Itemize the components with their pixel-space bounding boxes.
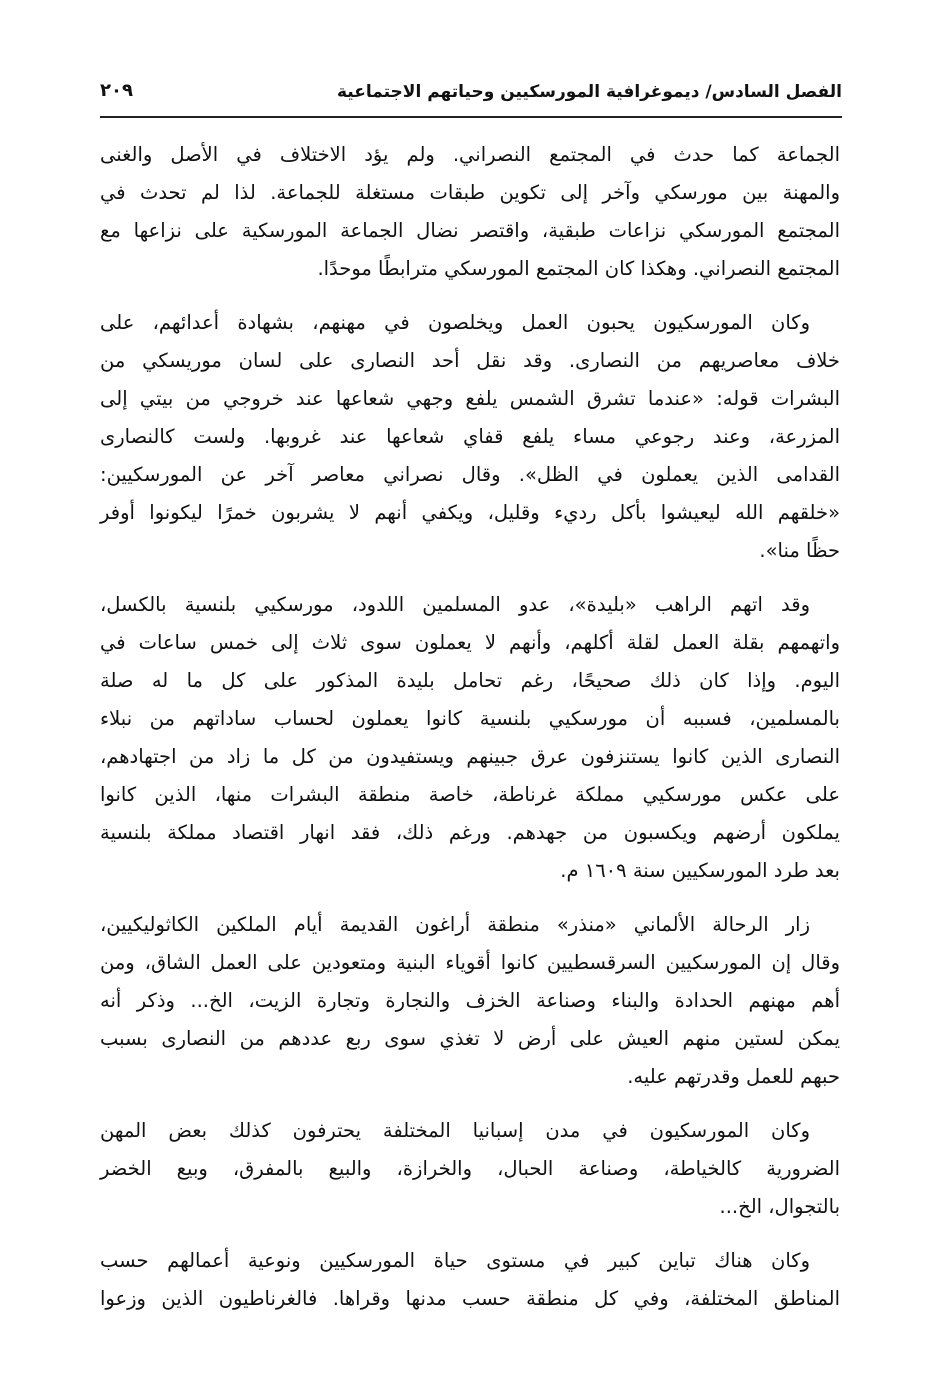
page-body [100, 136, 840, 1334]
text-line: القدامى الذين يعملون في الظل». وقال نصراني معاصر آخر عن المورسكيين: [100, 463, 840, 486]
text-line: يمكن لستين منهم العيش على أرض لا تغذي سوى ربع عددهم من النصارى بسبب [100, 1027, 840, 1050]
paragraph [100, 586, 840, 890]
text-line: حبهم للعمل وقدرتهم عليه. [627, 1065, 840, 1088]
running-title: الفصل السادس/ ديموغرافية المورسكيين وحياتهم الاجتماعية [336, 82, 842, 102]
text-line: بالمسلمين، فسببه أن مورسكيي بلنسية كانوا يعملون لحساب ساداتهم من نبلاء [100, 707, 840, 730]
paragraph [100, 304, 840, 570]
header-rule [100, 116, 842, 118]
text-line: النصارى الذين كانوا يستنزفون عرق جبينهم ويستفيدون من كل ما زاد من اجتهادهم، [100, 745, 840, 768]
text-line: بعد طرد المورسكيين سنة ١٦٠٩ م. [560, 859, 840, 882]
paragraph [100, 136, 840, 288]
paragraph [100, 1112, 840, 1226]
text-line: واتهمهم بقلة العمل لقلة أكلهم، وأنهم لا يعملون سوى ثلاث إلى خمس ساعات في [100, 631, 840, 654]
text-line: اليوم. وإذا كان ذلك صحيحًا، رغم تحامل بليدة المذكور على كل ما له صلة [100, 669, 840, 692]
running-header [100, 78, 842, 114]
page-number: ٢٠٩ [100, 80, 133, 101]
text-line: على عكس مورسكيي مملكة غرناطة، خاصة منطقة البشرات منها، الذين كانوا [100, 783, 840, 806]
text-line: وكان هناك تباين كبير في مستوى حياة المورسكيين ونوعية أعمالهم حسب [100, 1249, 810, 1272]
text-line: بالتجوال، الخ... [719, 1195, 840, 1218]
text-line: المجتمع المورسكي نزاعات طبقية، واقتصر نضال الجماعة المورسكية على نزاعها مع [100, 219, 840, 242]
text-line: وكان المورسكيون في مدن إسبانيا المختلفة يحترفون كذلك بعض المهن [100, 1119, 810, 1142]
text-line: وكان المورسكيون يحبون العمل ويخلصون في مهنهم، بشهادة أعدائهم، على [100, 311, 810, 334]
paragraph [100, 1242, 840, 1318]
text-line: البشرات قوله: «عندما تشرق الشمس يلفع وجهي شعاعها عند خروجي من بيتي إلى [100, 387, 840, 410]
text-line: خلاف معاصريهم من النصارى. وقد نقل أحد النصارى على لسان موريسكي من [100, 349, 840, 372]
text-line: المناطق المختلفة، وفي كل منطقة حسب مدنها وقراها. فالغرناطيون الذين وزعوا [100, 1287, 840, 1310]
text-line: أهم مهنهم الحدادة والبناء وصناعة الخزف والنجارة وتجارة الزيت، الخ... وذكر أنه [100, 989, 840, 1012]
text-line: الجماعة كما حدث في المجتمع النصراني. ولم يؤد الاختلاف في الأصل والغنى [100, 143, 840, 166]
text-line: المزرعة، وعند رجوعي مساء يلفع قفاي شعاعها عند غروبها. ولست كالنصارى [100, 425, 840, 448]
text-line: زار الرحالة الألماني «منذر» منطقة أراغون القديمة أيام الملكين الكاثوليكيين، [100, 913, 810, 936]
text-line: والمهنة بين مورسكي وآخر إلى تكوين طبقات مستغلة للجماعة. لذا لم تحدث في [100, 181, 840, 204]
paragraph [100, 906, 840, 1096]
text-line: وقد اتهم الراهب «بليدة»، عدو المسلمين اللدود، مورسكيي بلنسية بالكسل، [100, 593, 810, 616]
text-line: حظًا منا». [759, 539, 840, 562]
text-line: المجتمع النصراني. وهكذا كان المجتمع المورسكي مترابطًا موحدًا. [317, 257, 840, 280]
text-line: يملكون أرضهم ويكسبون من جهدهم. ورغم ذلك، فقد انهار اقتصاد مملكة بلنسية [100, 821, 840, 844]
text-line: وقال إن المورسكيين السرقسطيين كانوا أقوياء البنية ومتعودين على العمل الشاق، ومن [100, 951, 840, 974]
text-line: «خلقهم الله ليعيشوا بأكل رديء وقليل، ويكفي أنهم لا يشربون خمرًا ليكونوا أوفر [100, 501, 840, 524]
text-line: الضرورية كالخياطة، وصناعة الحبال، والخرازة، والبيع بالمفرق، وبيع الخضر [100, 1157, 840, 1180]
